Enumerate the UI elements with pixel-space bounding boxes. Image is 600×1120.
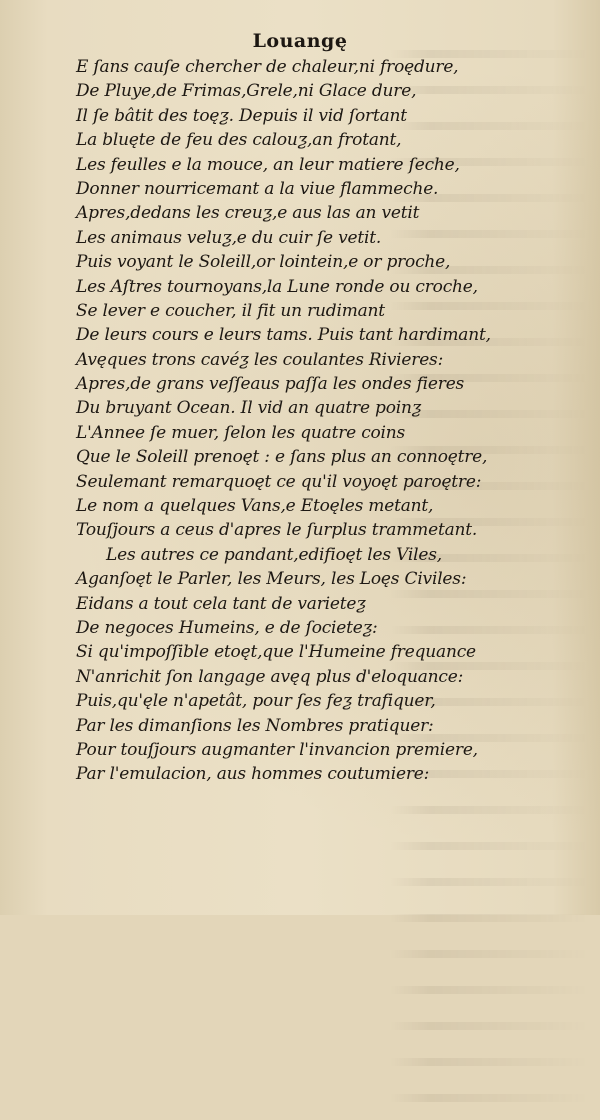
verse-line: Du bruyant Ocean. Il vid an quatre poinƺ: [76, 398, 422, 419]
verse-line: Se lever e coucher, il fit un rudimant: [76, 300, 385, 321]
verse-line: Avęques trons cavéƺ les coulantes Rivieres:: [76, 349, 444, 370]
verse-line: Pour touſjours augmanter l'invancion premiere,: [76, 739, 478, 760]
verse-line: Les Aſtres tournoyans,la Lune ronde ou croche,: [76, 276, 478, 297]
verse-line-indented: Les autres ce pandant,edifioęt les Viles,: [106, 544, 442, 565]
verse-line: Apres,de grans veſſeaus paſſa les ondes fieres: [76, 374, 465, 395]
verse-line: Le nom a quelques Vans,e Etoęles metant,: [76, 496, 434, 517]
verse-line: Par l'emulacion, aus hommes coutumiere:: [76, 764, 430, 785]
verse-line: Que le Soleill prenoęt : e ſans plus an connoętre,: [76, 447, 488, 468]
running-head: Louangę: [252, 30, 348, 52]
verse-line: De negoces Humeins, e de ſocieteƺ:: [76, 617, 378, 638]
verse-line: Les feulles e la mouce, an leur matiere ſeche,: [76, 154, 460, 175]
verse-line: Si qu'impoſſible etoęt,que l'Humeine frequance: [76, 642, 476, 663]
verse-line: Par les dimanſions les Nombres pratiquer:: [76, 715, 434, 736]
verse-line: E ſans cauſe chercher de chaleur,ni froędure,: [76, 57, 459, 77]
verse-line: De leurs cours e leurs tams. Puis tant hardimant,: [76, 325, 491, 346]
verse-line: Apres,dedans les creuƺ,e aus las an vetit: [76, 203, 420, 224]
verse-line: La bluęte de feu des calouƺ,an frotant,: [76, 130, 402, 151]
verse-line: Puis voyant le Soleill,or lointein,e or proche,: [76, 252, 451, 273]
verse-line: Les animaus veluƺ,e du cuir ſe vetit.: [76, 227, 382, 248]
verse-line: L'Annee ſe muer, ſelon les quatre coins: [76, 422, 406, 443]
verse-line: Eidans a tout cela tant de varieteƺ: [76, 593, 366, 614]
verse-line: De Pluye,de Frimas,Grele,ni Glace dure,: [76, 81, 417, 102]
verse-block: [76, 55, 491, 787]
verse-line: Touſjours a ceus d'apres le ſurplus trammetant.: [76, 520, 478, 541]
verse-line: Il ſe bâtit des toęƺ. Depuis il vid ſortant: [76, 105, 407, 126]
verse-line: Seulemant remarquoęt ce qu'il voyoęt paroętre:: [76, 471, 482, 492]
verse-line: Puis,qu'ęle n'apetât, pour ſes feƺ trafiquer,: [76, 691, 436, 712]
verse-line: N'anrichit ſon langage avęq plus d'eloquance:: [76, 666, 464, 687]
verse-line: Aganſoęt le Parler, les Meurs, les Loęs Civiles:: [76, 569, 467, 590]
verse-line: Donner nourricemant a la viue flammeche.: [76, 178, 439, 199]
